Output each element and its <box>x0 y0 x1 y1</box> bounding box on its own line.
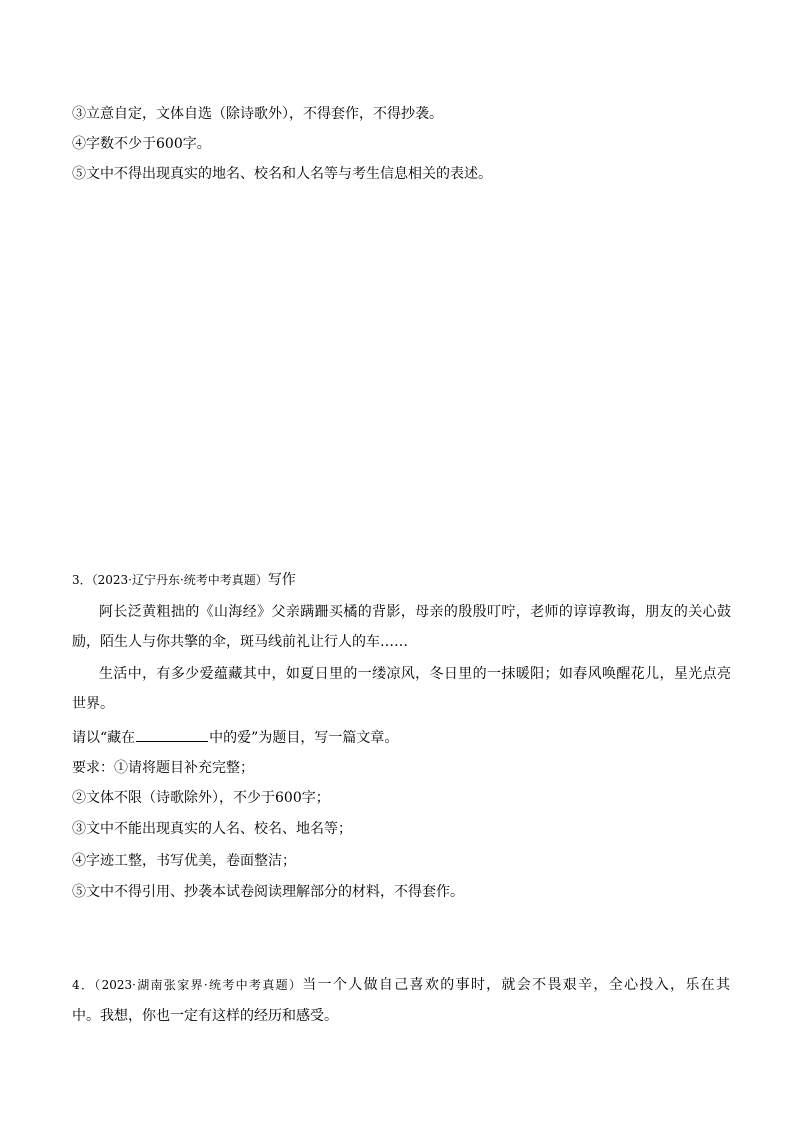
question-4-line-1 <box>72 975 732 995</box>
prev-requirement-5: ⑤文中不得出现真实的地名、校名和人名等与考生信息相关的表述。 <box>72 166 492 182</box>
question-4-number: 4． <box>72 978 95 992</box>
question-3-number: 3． <box>72 573 92 587</box>
question-3-type: 写作 <box>267 572 296 588</box>
question-4-line-2: 中。我想，你也一定有这样的经历和感受。 <box>72 1008 338 1024</box>
prev-requirement-4: ④字数不少于600字。 <box>72 136 211 152</box>
question-3-requirement-2: ②文体不限（诗歌除外），不少于600字； <box>72 790 330 806</box>
question-3-requirement-5: ⑤文中不得引用、抄袭本试卷阅读理解部分的材料，不得套作。 <box>72 884 464 900</box>
prev-requirement-3: ③立意自定，文体自选（除诗歌外），不得套作，不得抄袭。 <box>72 106 443 122</box>
question-3-paragraph-1-line-2: 励，陌生人与你共擎的伞，斑马线前礼让行人的车…… <box>72 634 408 650</box>
question-3-requirement-4: ④字迹工整，书写优美，卷面整洁； <box>72 853 296 869</box>
question-3-header <box>72 570 732 590</box>
question-4-text: 当一个人做自己喜欢的事时，就会不畏艰辛，全心投入，乐在其 <box>302 977 731 993</box>
question-3-prompt: 请以“藏在 中的爱”为题目，写一篇文章。 <box>72 727 732 748</box>
title-blank <box>136 727 208 742</box>
question-3-requirement-3: ③文中不能出现真实的人名、校名、地名等； <box>72 821 352 837</box>
question-3-paragraph-2-line-2: 世界。 <box>72 696 114 712</box>
question-3-source: （2023·辽宁丹东·统考中考真题） <box>91 573 268 587</box>
question-3-requirement-1: 要求：①请将题目补充完整； <box>72 760 254 776</box>
question-4-source: （2023·湖南张家界·统考中考真题） <box>94 978 303 992</box>
question-3-paragraph-1-line-1: 阿长泛黄粗拙的《山海经》父亲蹒跚买橘的背影，母亲的殷殷叮咛，老师的谆谆教诲，朋友的关心鼓 <box>99 604 731 620</box>
question-3-paragraph-2-line-1: 生活中，有多少爱蕴藏其中，如夏日里的一缕凉风，冬日里的一抹暖阳；如春风唤醒花儿，星光点亮 <box>99 666 731 682</box>
